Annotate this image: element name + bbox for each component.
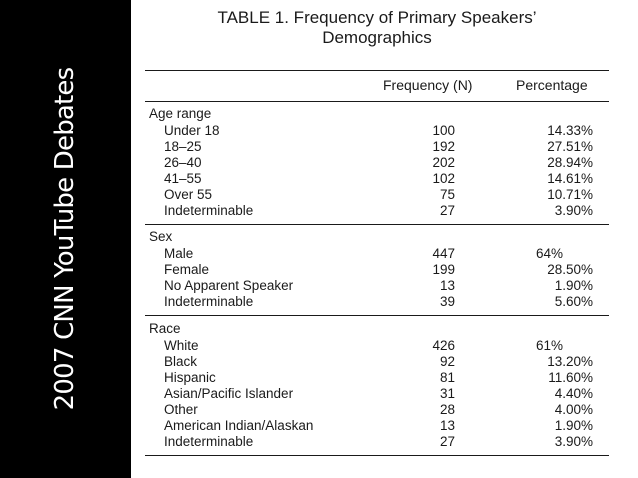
sidebar	[0, 0, 131, 478]
row-frequency: 75	[439, 187, 455, 202]
row-frequency: 27	[439, 434, 455, 449]
row-percentage: 1.90%	[554, 278, 593, 293]
section-label-race: Race	[149, 321, 181, 336]
table-row	[145, 203, 609, 219]
row-percentage: 61%	[536, 338, 564, 353]
column-header-percentage: Percentage	[516, 77, 588, 93]
row-label: 41–55	[164, 171, 202, 186]
column-header-frequency: Frequency (N)	[383, 77, 473, 93]
row-label: Indeterminable	[164, 294, 254, 309]
row-label: Over 55	[164, 187, 213, 202]
table-row	[145, 187, 609, 203]
row-frequency: 28	[439, 402, 455, 417]
table-title	[145, 8, 609, 48]
table-row	[145, 434, 609, 450]
row-percentage: 4.40%	[554, 386, 593, 401]
table-row	[145, 338, 609, 354]
section-label-age-range: Age range	[149, 106, 212, 121]
row-label: 26–40	[164, 155, 202, 170]
row-label: Indeterminable	[164, 434, 254, 449]
row-label: Other	[164, 402, 198, 417]
section-label-sex: Sex	[149, 229, 173, 244]
table-row	[145, 386, 609, 402]
row-frequency: 100	[432, 123, 455, 138]
section-divider	[145, 315, 609, 316]
table-row	[145, 278, 609, 294]
row-frequency: 31	[439, 386, 455, 401]
row-label: Indeterminable	[164, 203, 254, 218]
table-row	[145, 139, 609, 155]
row-percentage: 14.33%	[547, 123, 593, 138]
row-frequency: 202	[432, 155, 455, 170]
table-row	[145, 402, 609, 418]
table-row	[145, 171, 609, 187]
row-percentage: 13.20%	[547, 354, 593, 369]
row-frequency: 13	[439, 418, 455, 433]
row-percentage: 14.61%	[547, 171, 593, 186]
row-frequency: 102	[432, 171, 455, 186]
row-frequency: 199	[432, 262, 455, 277]
row-frequency: 27	[439, 203, 455, 218]
row-label: Black	[164, 354, 198, 369]
row-label: No Apparent Speaker	[164, 278, 294, 293]
row-frequency: 92	[439, 354, 455, 369]
row-frequency: 13	[439, 278, 455, 293]
row-percentage: 4.00%	[554, 402, 593, 417]
row-percentage: 3.90%	[554, 203, 593, 218]
row-frequency: 447	[432, 246, 455, 261]
row-label: Hispanic	[164, 370, 216, 385]
row-percentage: 1.90%	[554, 418, 593, 433]
row-frequency: 426	[432, 338, 455, 353]
row-label: American Indian/Alaskan	[164, 418, 314, 433]
row-percentage: 28.94%	[547, 155, 593, 170]
table-row	[145, 418, 609, 434]
table-row	[145, 246, 609, 262]
row-frequency: 81	[439, 370, 455, 385]
row-percentage: 5.60%	[554, 294, 593, 309]
table-row	[145, 370, 609, 386]
row-label: Under 18	[164, 123, 220, 138]
table-title-line-2: Demographics	[322, 28, 432, 47]
row-percentage: 10.71%	[547, 187, 593, 202]
row-label: Female	[164, 262, 210, 277]
row-frequency: 39	[439, 294, 455, 309]
row-label: Male	[164, 246, 194, 261]
table-top-rule	[145, 70, 609, 71]
row-percentage: 11.60%	[548, 370, 593, 385]
table-row	[145, 262, 609, 278]
row-percentage: 64%	[536, 246, 564, 261]
table-title-line-1: TABLE 1. Frequency of Primary Speakers’	[217, 8, 537, 27]
table-bottom-rule	[145, 455, 609, 456]
table-row	[145, 123, 609, 139]
table-row	[145, 155, 609, 171]
row-percentage: 27.51%	[547, 139, 593, 154]
row-percentage: 3.90%	[554, 434, 593, 449]
row-label: 18–25	[164, 139, 202, 154]
table-row	[145, 294, 609, 310]
row-label: Asian/Pacific Islander	[164, 386, 294, 401]
row-percentage: 28.50%	[547, 262, 593, 277]
row-label: White	[164, 338, 199, 353]
table-row	[145, 354, 609, 370]
header-bottom-rule	[145, 101, 609, 102]
sidebar-title: 2007 CNN YouTube Debates	[50, 67, 80, 411]
section-divider	[145, 224, 609, 225]
row-frequency: 192	[432, 139, 455, 154]
